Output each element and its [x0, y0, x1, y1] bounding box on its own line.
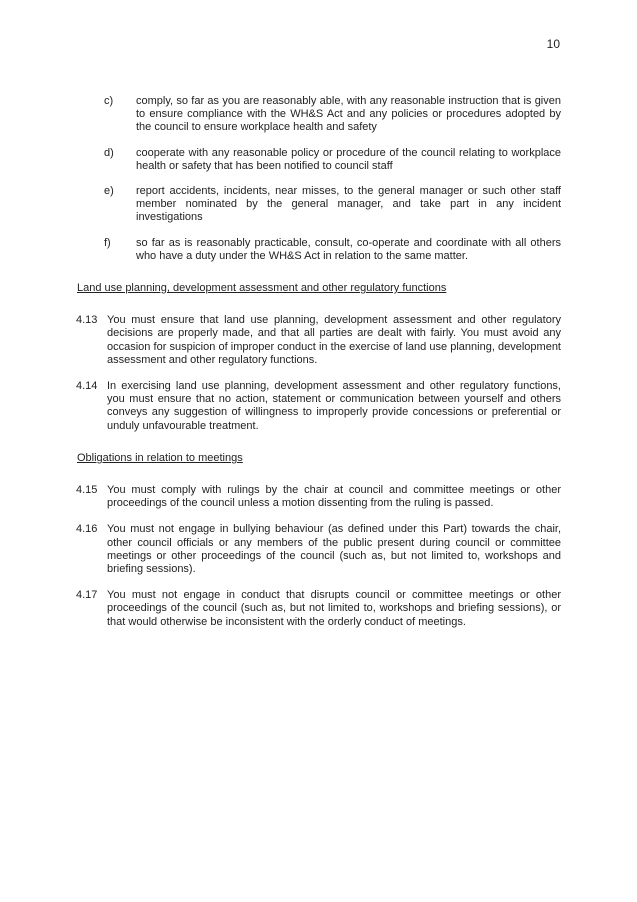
- clause: [77, 380, 561, 433]
- document-body: [77, 95, 561, 642]
- list-item-label: d): [104, 146, 114, 159]
- clause: [77, 523, 561, 576]
- list-item-text: cooperate with any reasonable policy or procedure of the council relating to workplace health or safety that has been notified to council staff: [136, 146, 561, 172]
- clause-text: In exercising land use planning, development assessment and other regulatory functions, you must ensure that no action, statement or communication between yourself and others conveys any suggestion of willingness to improperly provide concessions or preferential or unduly unfavourable treatment.: [107, 380, 561, 432]
- clause-number: 4.13: [76, 314, 98, 327]
- clause-text: You must not engage in conduct that disrupts council or committee meetings or other proceedings of the council (such as, but not limited to, workshops and briefing sessions), or that would otherwise be inconsistent with the orderly conduct of meetings.: [107, 589, 561, 628]
- list-item-text: so far as is reasonably practicable, consult, co-operate and coordinate with all others who have a duty under the WH&S Act in relation to the same matter.: [136, 236, 561, 262]
- clause: [77, 589, 561, 629]
- list-item: [104, 237, 561, 263]
- clause-text: You must comply with rulings by the chair at council and committee meetings or other proceedings of the council unless a motion dissenting from the ruling is passed.: [107, 484, 561, 510]
- section-heading-meetings: Obligations in relation to meetings: [77, 451, 243, 464]
- list-item: [104, 147, 561, 173]
- clause-text: You must ensure that land use planning, development assessment and other regulatory decisions are properly made, and that all parties are dealt with fairly. You must avoid any occasion for suspicion of improper conduct in the exercise of land use planning, development assessment and other regulatory functions.: [107, 314, 561, 366]
- list-item-text: report accidents, incidents, near misses, to the general manager or such other staff member nominated by the general manager, and take part in any incident investigations: [136, 185, 561, 224]
- list-item: [104, 185, 561, 225]
- clause-number: 4.15: [76, 484, 98, 497]
- section-heading-land-use: Land use planning, development assessment and other regulatory functions: [77, 282, 447, 295]
- list-item: [104, 95, 561, 135]
- list-item-label: c): [104, 95, 114, 107]
- clause-number: 4.14: [76, 380, 98, 393]
- page-number: 10: [546, 37, 560, 51]
- clause-number: 4.17: [76, 589, 98, 602]
- list-item-label: e): [104, 185, 114, 198]
- list-item-text: comply, so far as you are reasonably able, with any reasonable instruction that is given to ensure compliance with the WH&S Act and any policies or procedures adopted by the council to ensure workplace health and safety: [136, 95, 561, 134]
- clause-text: You must not engage in bullying behaviour (as defined under this Part) towards the chair, other council officials or any members of the public present during council or committee meetings or other proceedings of the council (such as, but not limited to, workshops and briefing sessions).: [107, 523, 561, 576]
- list-item-label: f): [104, 236, 111, 249]
- clause: [77, 484, 561, 510]
- clause-number: 4.16: [76, 523, 98, 536]
- clause: [77, 314, 561, 367]
